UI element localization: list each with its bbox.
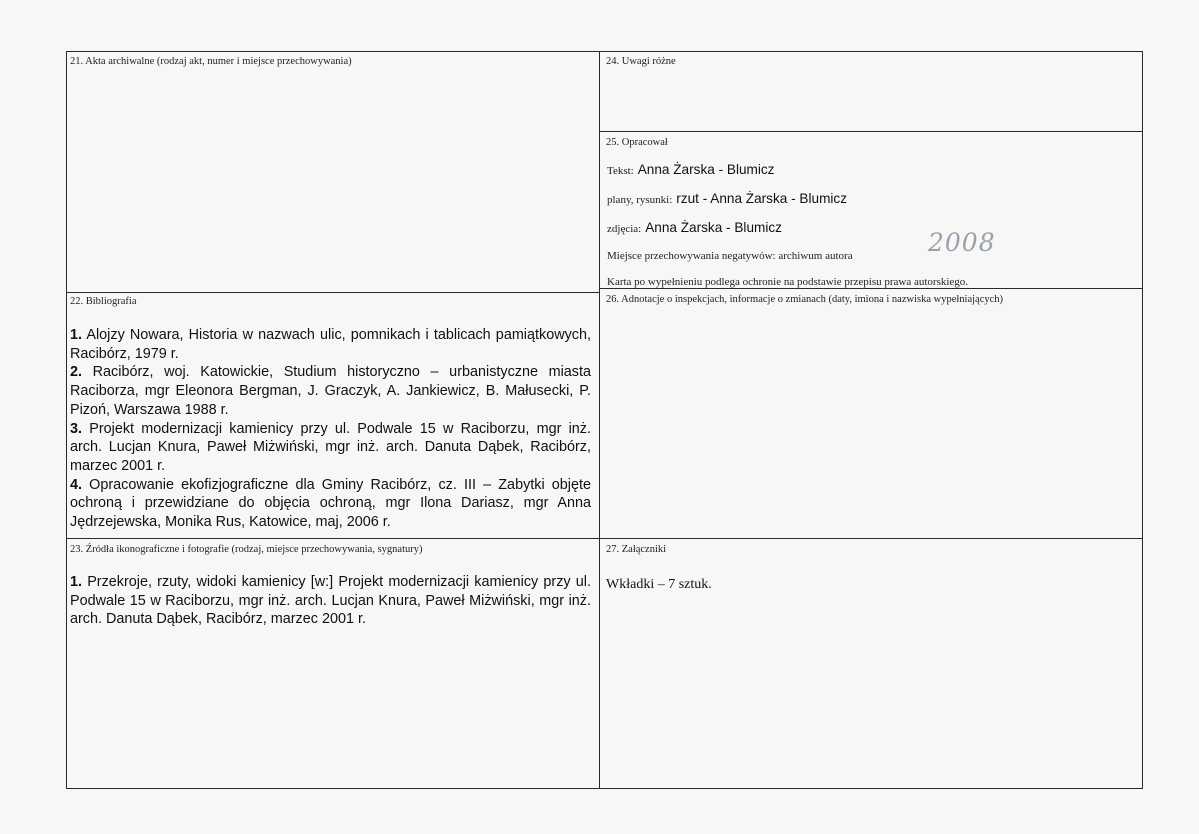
section-26-label: 26. Adnotacje o inspekcjach, informacje o zmianach (daty, imiona i nazwiska wypełniających) [606,294,1004,305]
section-25-prepared-by [606,136,1139,286]
bibliography-entry-4: 4. Opracowanie ekofizjograficzne dla Gminy Racibórz, cz. III – Zabytki objęte ochroną i przewidziane do objęcia ochroną, mgr Ilona Dariasz, mgr Anna Jędrzejewska, Monika Rus, Katowice, maj, 2006 r. [70,476,592,531]
section-22-bibliography [70,296,592,536]
section-23-label: 23. Źródła ikonograficzne i fotografie (rodzaj, miejsce przechowywania, sygnatury) [70,544,423,555]
section-22-label: 22. Bibliografia [70,296,137,307]
photos-author-value: Anna Żarska - Blumicz [645,220,782,235]
photos-author-row [607,219,782,237]
row-divider-24-25 [599,131,1143,132]
section-24-label: 24. Uwagi różne [606,56,676,67]
bibliography-entry-3: 3. Projekt modernizacji kamienicy przy ul. Podwale 15 w Raciborzu, mgr inż. arch. Lucjan Knura, Paweł Miżwiński, mgr inż. arch. Danuta Dąbek, Racibórz, marzec 2001 r. [70,420,591,474]
plans-author-row [607,190,847,208]
column-divider [599,51,600,789]
row-divider-25-26 [599,288,1143,289]
section-21-label: 21. Akta archiwalne (rodzaj akt, numer i miejsce przechowywania) [70,56,352,67]
text-author-value: Anna Żarska - Blumicz [637,162,775,177]
section-24-remarks [606,56,1139,128]
bibliography-entry-1: 1. Alojzy Nowara, Historia w nazwach ulic, pomnikach i tablicach pamiątkowych, Racibórz, 1979 r. [70,327,591,362]
copyright-note: Karta po wypełnieniu podlega ochronie na podstawie przepisu prawa autorskiego. [607,276,969,288]
section-25-label: 25. Opracował [606,137,668,148]
plans-author-label: plany, rysunki: [607,194,673,206]
bibliography-list [70,326,591,532]
plans-author-value: rzut - Anna Żarska - Blumicz [676,191,848,206]
section-21-archival-records [70,56,595,290]
text-author-row [607,161,774,179]
attachments-value: Wkładki – 7 sztuk. [606,577,712,592]
bibliography-entry-2: 2. Racibórz, woj. Katowickie, Studium historyczno – urbanistyczne miasta Raciborza, mgr Eleonora Bergman, J. Graczyk, A. Jankiewicz, B. Małusecki, P. Pizoń, Warszawa 1988 r. [70,364,591,418]
section-23-iconographic-sources [70,542,592,786]
row-divider-22-23 [66,538,1143,539]
photos-author-label: zdjęcia: [607,223,642,235]
iconographic-entry-1: 1. Przekroje, rzuty, widoki kamienicy [w:] Projekt modernizacji kamienicy przy ul. Podwale 15 w Raciborzu, mgr inż. arch. Lucjan Knura, Paweł Miżwiński, mgr inż. arch. Danuta Dąbek, Racibórz, marzec 2001 r. [70,574,591,628]
text-author-label: Tekst: [607,165,634,177]
section-26-inspection-notes [606,294,1139,534]
row-divider-21-22 [66,292,599,293]
section-27-label: 27. Załączniki [606,544,667,555]
iconographic-list [70,573,591,629]
negatives-storage-text: Miejsce przechowywania negatywów: archiwum autora [607,250,853,262]
handwritten-year: 2008 [928,228,996,257]
section-27-attachments [606,542,1139,786]
